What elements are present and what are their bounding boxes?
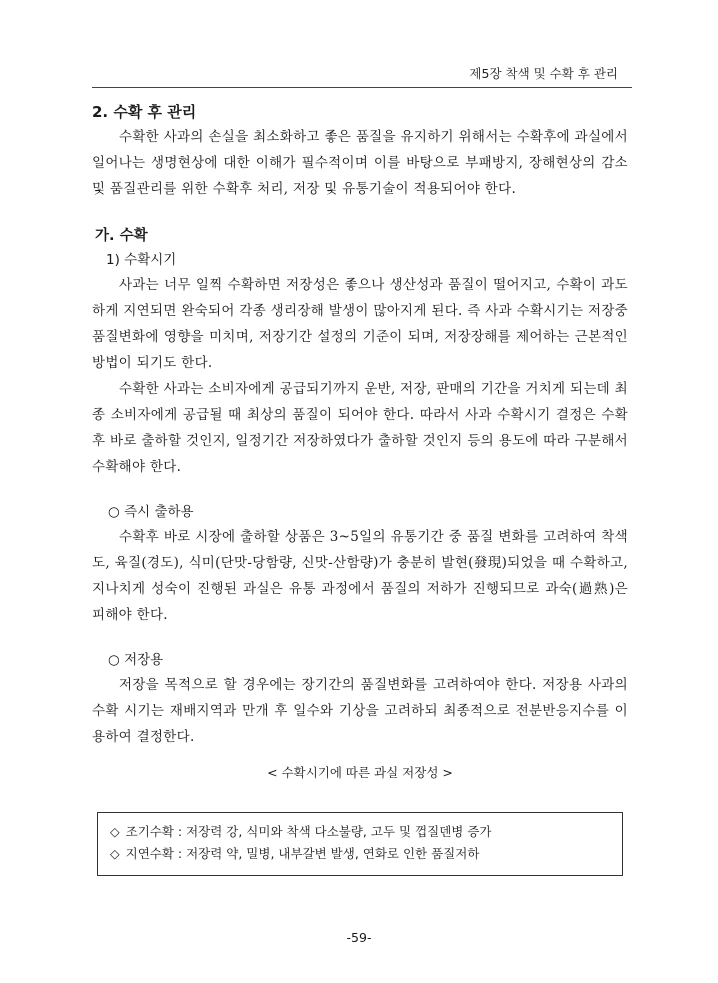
- harvest-timing-paragraph-1: 사과는 너무 일찍 수확하면 저장성은 좋으나 생산성과 품질이 떨어지고, 수확이 과도하게 지연되면 완숙되어 각종 생리장해 발생이 많아지게 된다. 즉 사과 수확시기는 저장중 품질변화에 영향을 미치며, 저장기간 설정의 기준이 되며, 저장장해를 제어하는 근본적인 방법이 되기도 한다.: [92, 277, 628, 371]
- header-divider: [92, 87, 632, 88]
- harvest-timing-title: 1) 수확시기: [106, 252, 177, 268]
- box-row-late-harvest: [110, 843, 622, 865]
- storage-paragraph: 저장을 목적으로 할 경우에는 장기간의 품질변화를 고려하여야 한다. 저장용 사과의 수확 시기는 재배지역과 만개 후 일수와 기상을 고려하되 최종적으로 전분반응지수를 이용하여 결정한다.: [92, 677, 628, 745]
- diamond-bullet-icon: ◇: [110, 824, 120, 839]
- page-number: -59-: [346, 930, 372, 945]
- intro-paragraph: 수확한 사과의 손실을 최소화하고 좋은 품질을 유지하기 위해서는 수확후에 과실에서 일어나는 생명현상에 대한 이해가 필수적이며 이를 바탕으로 부패방지, 장해현상의 감소 및 품질관리를 위한 수확후 처리, 저장 및 유통기술이 적용되어야 한다.: [92, 129, 628, 197]
- box-row-early-harvest: [110, 821, 622, 843]
- table-caption: < 수확시기에 따른 과실 저장성 >: [267, 765, 453, 780]
- storage-title: ○ 저장용: [108, 652, 164, 668]
- immediate-shipping-title: ○ 즉시 출하용: [108, 504, 194, 520]
- diamond-bullet-icon: ◇: [110, 846, 120, 861]
- box-row-text: 지연수확 : 저장력 약, 밀병, 내부갈변 발생, 연화로 인한 품질저하: [125, 846, 480, 861]
- subsection-title: 가. 수확: [95, 228, 148, 244]
- document-body: [92, 92, 628, 784]
- box-row-text: 조기수확 : 저장력 강, 식미와 착색 다소불량, 고두 및 껍질덴병 증가: [125, 824, 492, 839]
- chapter-header: 제5장 착색 및 수확 후 관리: [469, 66, 618, 81]
- storability-box: [97, 812, 623, 876]
- section-title: 2. 수확 후 관리: [92, 103, 197, 121]
- harvest-timing-paragraph-2: 수확한 사과는 소비자에게 공급되기까지 운반, 저장, 판매의 기간을 거치게 되는데 최종 소비자에게 공급될 때 최상의 품질이 되어야 한다. 따라서 사과 수확시기 결정은 수확 후 바로 출하할 것인지, 일정기간 저장하였다가 출하할 것인지 등의 용도에 따라 구분해서 수확해야 한다.: [92, 381, 628, 475]
- immediate-shipping-paragraph: 수확후 바로 시장에 출하할 상품은 3~5일의 유통기간 중 품질 변화를 고려하여 착색도, 육질(경도), 식미(단맛-당함량, 신맛-산함량)가 충분히 발현(發現)되었을 때 수확하고, 지나치게 성숙이 진행된 과실은 유통 과정에서 품질의 저하가 진행되므로 과숙(過熟)은 피해야 한다.: [92, 529, 628, 623]
